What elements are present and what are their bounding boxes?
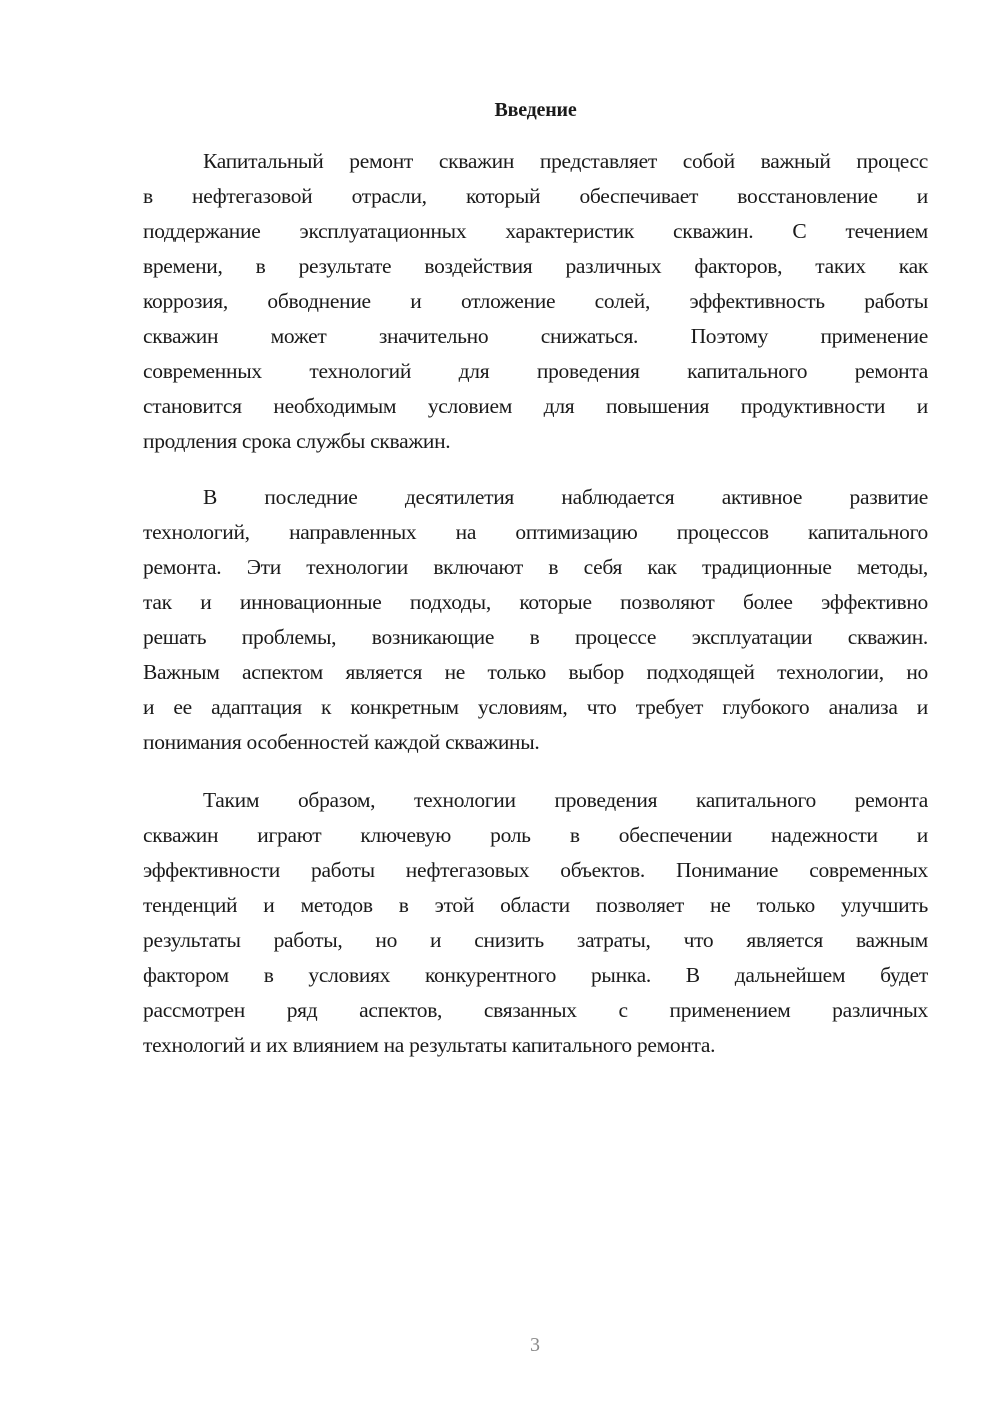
text-line: становится необходимым условием для повышения продуктивности и [143, 394, 928, 418]
text-line: Важным аспектом является не только выбор подходящей технологии, но [143, 660, 928, 684]
page-number: 3 [530, 1334, 540, 1356]
text-line: ремонта. Эти технологии включают в себя как традиционные методы, [143, 555, 928, 579]
text-line: современных технологий для проведения капитального ремонта [143, 359, 928, 383]
text-line: фактором в условиях конкурентного рынка. В дальнейшем будет [143, 963, 928, 987]
text-line: понимания особенностей каждой скважины. [143, 730, 540, 754]
text-line: скважин может значительно снижаться. Поэтому применение [143, 324, 928, 348]
text-line: скважин играют ключевую роль в обеспечении надежности и [143, 823, 928, 847]
text-line: времени, в результате воздействия различных факторов, таких как [143, 254, 928, 278]
text-line: в нефтегазовой отрасли, который обеспечивает восстановление и [143, 184, 928, 208]
text-line: так и инновационные подходы, которые позволяют более эффективно [143, 590, 928, 614]
text-line: В последние десятилетия наблюдается активное развитие [203, 485, 928, 509]
text-line: Таким образом, технологии проведения капитального ремонта [203, 788, 928, 812]
text-line: продления срока службы скважин. [143, 429, 451, 453]
text-line: эффективности работы нефтегазовых объектов. Понимание современных [143, 858, 928, 882]
paragraph-3 [143, 783, 928, 1063]
text-line: Капитальный ремонт скважин представляет собой важный процесс [203, 149, 928, 173]
text-line: и ее адаптация к конкретным условиям, что требует глубокого анализа и [143, 695, 928, 719]
paragraph-1 [143, 144, 928, 459]
text-line: тенденций и методов в этой области позволяет не только улучшить [143, 893, 928, 917]
text-line: коррозия, обводнение и отложение солей, эффективность работы [143, 289, 928, 313]
section-title: Введение [494, 99, 577, 121]
text-line: технологий, направленных на оптимизацию процессов капитального [143, 520, 928, 544]
text-line: решать проблемы, возникающие в процессе эксплуатации скважин. [143, 625, 928, 649]
text-line: поддержание эксплуатационных характеристик скважин. С течением [143, 219, 928, 243]
text-line: результаты работы, но и снизить затраты, что является важным [143, 928, 928, 952]
paragraph-2 [143, 480, 928, 760]
text-line: технологий и их влиянием на результаты капитального ремонта. [143, 1033, 716, 1057]
text-line: рассмотрен ряд аспектов, связанных с применением различных [143, 998, 928, 1022]
